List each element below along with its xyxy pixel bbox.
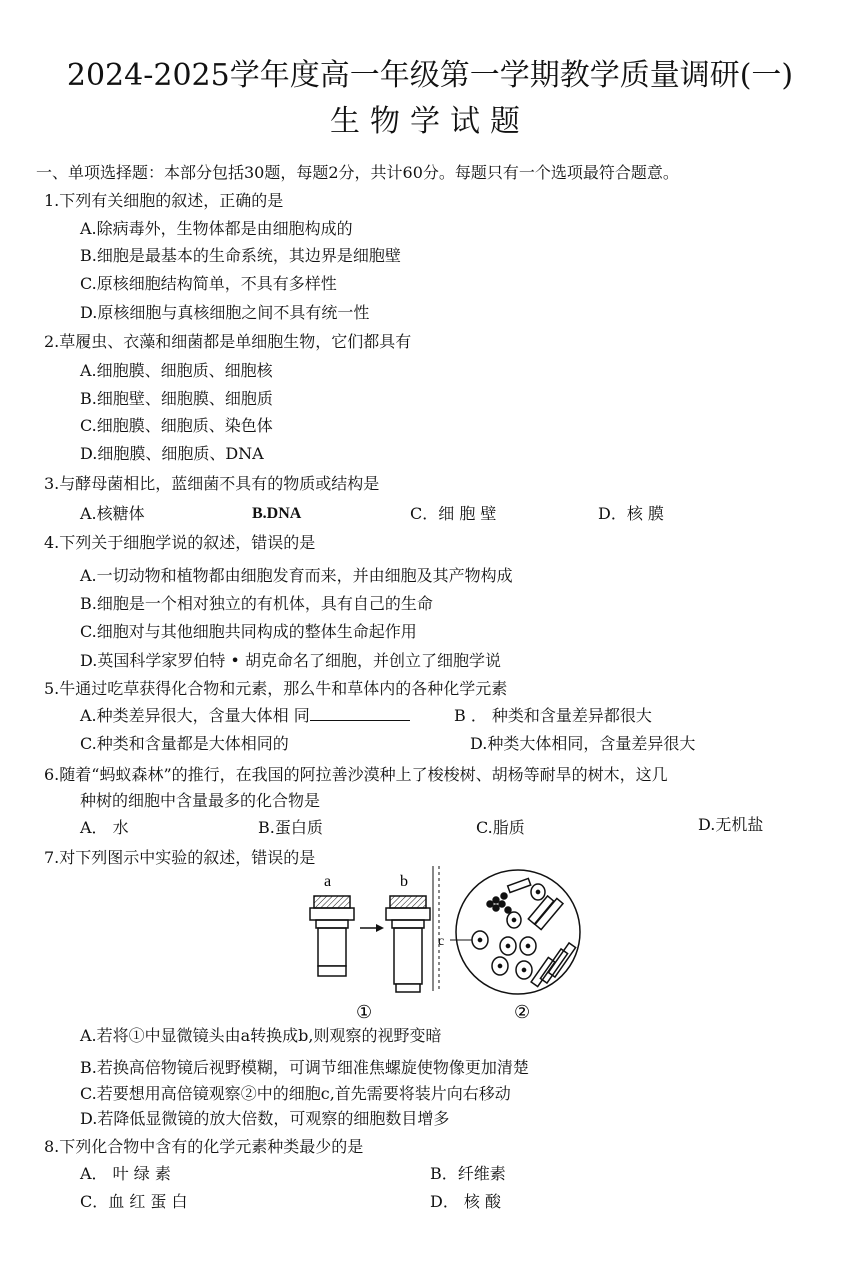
q5-option-b: B ． 种类和含量差异都很大 xyxy=(454,706,652,725)
q7-option-b: B.若换高倍物镜后视野模糊，可调节细准焦螺旋使物像更加清楚 xyxy=(80,1058,529,1077)
q1-option-a: A.除病毒外，生物体都是由细胞构成的 xyxy=(80,219,353,238)
q7-option-d: D.若降低显微镜的放大倍数，可观察的细胞数目增多 xyxy=(80,1109,450,1128)
label-a: a xyxy=(324,873,332,890)
q6-option-d: D.无机盐 xyxy=(698,815,764,834)
q2-option-b: B.细胞壁、细胞膜、细胞质 xyxy=(80,389,273,408)
objective-lens-a xyxy=(310,896,354,976)
q3-option-c: C．细 胞 壁 xyxy=(410,504,497,523)
q4-option-b: B.细胞是一个相对独立的有机体，具有自己的生命 xyxy=(80,594,433,613)
q5-option-c: C.种类和含量都是大体相同的 xyxy=(80,734,289,753)
q5-option-a xyxy=(80,706,414,726)
exam-title: 2024-2025学年度高一年级第一学期教学质量调研(一) xyxy=(66,58,794,93)
q4-option-a: A.一切动物和植物都由细胞发育而来，并由细胞及其产物构成 xyxy=(80,566,513,585)
exam-subtitle: 生物学试题 xyxy=(330,104,530,139)
q7-option-a: A.若将①中显微镜头由a转换成b,则观察的视野变暗 xyxy=(80,1026,442,1045)
q2-option-c: C.细胞膜、细胞质、染色体 xyxy=(80,416,273,435)
answer-blank xyxy=(310,706,410,721)
q1-option-b: B.细胞是最基本的生命系统，其边界是细胞壁 xyxy=(80,246,401,265)
q8-option-d: D． 核 酸 xyxy=(430,1192,502,1211)
q5-option-a-text: A.种类差异很大，含量大体相 同 xyxy=(80,706,310,725)
q1-option-c: C.原核细胞结构简单，不具有多样性 xyxy=(80,274,337,293)
arrow-icon xyxy=(360,924,384,932)
q3-option-a: A.核糖体 xyxy=(80,504,145,523)
q7-stem: 7.对下列图示中实验的叙述，错误的是 xyxy=(44,848,316,867)
q2-option-a: A.细胞膜、细胞质、细胞核 xyxy=(80,361,273,380)
q6-option-b: B.蛋白质 xyxy=(258,818,323,837)
q3-stem: 3.与酵母菌相比，蓝细菌不具有的物质或结构是 xyxy=(44,474,380,493)
q5-option-d: D.种类大体相同，含量差异很大 xyxy=(470,734,696,753)
q8-option-c: C．血 红 蛋 白 xyxy=(80,1192,188,1211)
q4-option-c: C.细胞对与其他细胞共同构成的整体生命起作用 xyxy=(80,622,417,641)
q1-stem: 1.下列有关细胞的叙述，正确的是 xyxy=(44,191,284,210)
label-b: b xyxy=(400,873,408,890)
figure-1-label: ① xyxy=(356,1002,373,1023)
q2-stem: 2.草履虫、衣藻和细菌都是单细胞生物，它们都具有 xyxy=(44,332,412,351)
q6-option-a: A． 水 xyxy=(80,818,129,837)
q2-option-d: D.细胞膜、细胞质、DNA xyxy=(80,444,264,463)
q1-option-d: D.原核细胞与真核细胞之间不具有统一性 xyxy=(80,303,370,322)
q6-option-c: C.脂质 xyxy=(476,818,525,837)
figure-2-label: ② xyxy=(514,1002,531,1023)
q6-stem-line1: 6.随着“蚂蚁森林”的推行，在我国的阿拉善沙漠种上了梭梭树、胡杨等耐旱的树木，这几 xyxy=(44,765,668,784)
microscope-figure xyxy=(300,866,590,1026)
q8-option-b: B．纤维素 xyxy=(430,1164,506,1183)
label-c: c xyxy=(438,934,445,949)
q4-stem: 4.下列关于细胞学说的叙述，错误的是 xyxy=(44,533,316,552)
q8-option-a: A． 叶 绿 素 xyxy=(80,1164,171,1183)
q3-option-d: D．核 膜 xyxy=(598,504,664,523)
q3-option-b: B.DNA xyxy=(252,505,302,522)
q4-option-d: D.英国科学家罗伯特 • 胡克命名了细胞，并创立了细胞学说 xyxy=(80,651,501,670)
field-of-view xyxy=(456,870,580,994)
q7-option-c: C.若要想用高倍镜观察②中的细胞c,首先需要将装片向右移动 xyxy=(80,1084,511,1103)
q8-stem: 8.下列化合物中含有的化学元素种类最少的是 xyxy=(44,1137,364,1156)
objective-lens-b xyxy=(386,896,430,992)
q5-stem: 5.牛通过吃草获得化合物和元素，那么牛和草体内的各种化学元素 xyxy=(44,679,508,698)
section-instructions: 一、单项选择题：本部分包括30题，每题2分，共计60分。每题只有一个选项最符合题意。 xyxy=(36,163,679,182)
q6-stem-line2: 种树的细胞中含量最多的化合物是 xyxy=(80,791,321,810)
